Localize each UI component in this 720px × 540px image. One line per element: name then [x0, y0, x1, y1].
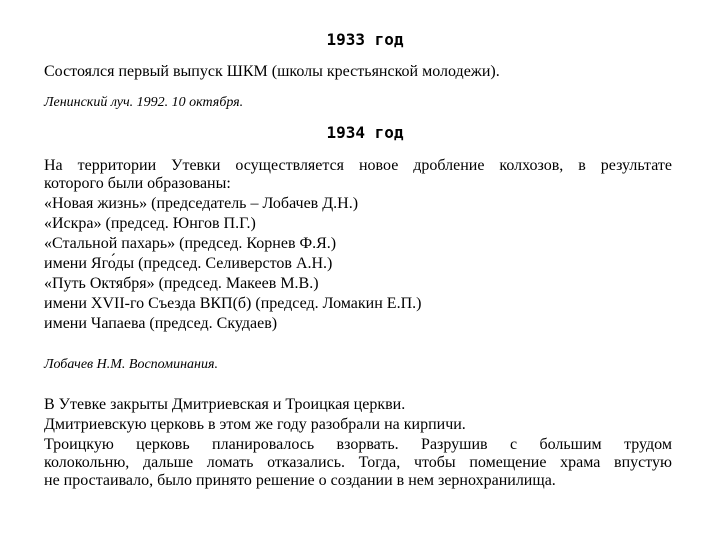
- churches-line-5: не простаивало, было принято решение о создании в нем зернохранилища.: [44, 472, 556, 489]
- kolkhoz-item: «Новая жизнь» (председатель – Лобачев Д.Н.): [44, 195, 359, 212]
- paragraph-churches: [44, 396, 672, 490]
- churches-line-2: Дмитриевскую церковь в этом же году разобрали на кирпичи.: [44, 416, 466, 433]
- kolkhoz-item: имени XVII-го Съезда ВКП(б) (председ. Ломакин Е.П.): [44, 295, 422, 312]
- source-1934: Лобачев Н.М. Воспоминания.: [44, 357, 218, 372]
- churches-line-4: колокольню, дальше ломать отказались. Тогда, чтобы помещение храма впустую: [44, 454, 672, 471]
- heading-1933: 1933 год: [326, 30, 404, 49]
- intro-line-2: которого были образованы:: [44, 175, 231, 192]
- paragraph-1933: Состоялся первый выпуск ШКМ (школы крестьянской молодежи).: [44, 63, 500, 80]
- heading-1934: 1934 год: [326, 123, 404, 142]
- intro-line-1: На территории Утевки осуществляется новое дробление колхозов, в результате: [44, 157, 672, 174]
- kolkhoz-item: «Путь Октября» (председ. Макеев М.В.): [44, 275, 319, 292]
- churches-line-3: Троицкую церковь планировалось взорвать. Разрушив с большим трудом: [44, 436, 672, 453]
- churches-line-1: В Утевке закрыты Дмитриевская и Троицкая церкви.: [44, 396, 406, 413]
- source-1933: Ленинский луч. 1992. 10 октября.: [44, 95, 244, 110]
- kolkhoz-item: «Стальной пахарь» (председ. Корнев Ф.Я.): [44, 235, 337, 252]
- kolkhoz-item: «Искра» (председ. Юнгов П.Г.): [44, 215, 256, 232]
- paragraph-1934: [44, 157, 672, 333]
- kolkhoz-item: имени Яго́ды (председ. Селиверстов А.Н.): [44, 255, 333, 272]
- kolkhoz-item: имени Чапаева (председ. Скудаев): [44, 315, 278, 332]
